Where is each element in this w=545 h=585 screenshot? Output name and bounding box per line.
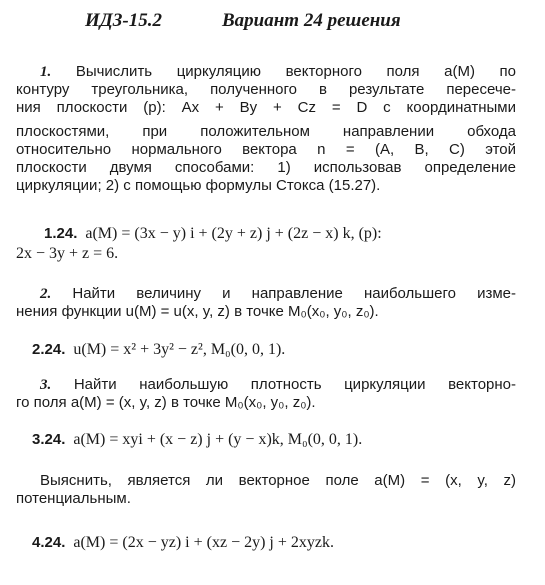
- task-1-line: плоскости двумя способами: 1) использовав определение: [16, 159, 516, 176]
- task-3-item-label: 3.24.: [32, 431, 66, 448]
- task-1: [16, 63, 516, 195]
- task-4-item: [16, 533, 516, 553]
- task-3-number: 3.: [40, 377, 52, 393]
- task-2-item-formula: u(M) = x² + 3y² − z², M₀(0, 0, 1).: [73, 341, 286, 358]
- task-1-line: циркуляции; 2) с помощью формулы Стокса (15.27).: [16, 177, 381, 194]
- task-4-item-formula: a(M) = (2x − yz) i + (xz − 2y) j + 2xyzk.: [73, 534, 334, 551]
- task-1-line: относительно нормального вектора n = (A, B, C) этой: [16, 141, 516, 158]
- task-3-line: го поля a(M) = (x, y, z) в точке M₀(x₀, y₀, z₀).: [16, 394, 316, 411]
- task-3-item-formula: a(M) = xyi + (x − z) j + (y − x)k, M₀(0, 0, 1).: [73, 431, 363, 448]
- task-2: [16, 285, 516, 321]
- task-1-item-line: [16, 224, 516, 244]
- task-2-line: нения функции u(M) = u(x, y, z) в точке M₀(x₀, y₀, z₀).: [16, 303, 379, 320]
- page-header: [0, 10, 545, 36]
- variant-title: Вариант 24 решения: [222, 10, 401, 31]
- task-4-line: потенциальным.: [16, 490, 131, 507]
- task-4: [16, 472, 516, 508]
- task-1-text: Вычислить циркуляцию векторного поля a(M) по: [75, 63, 516, 80]
- task-3-item: [16, 430, 516, 450]
- task-1-item-formula: a(M) = (3x − y) i + (2y + z) j + (2z − x) k, (p):: [85, 225, 382, 242]
- task-2-text: Найти величину и направление наибольшего изме-: [72, 285, 516, 302]
- task-4-line: Выяснить, является ли векторное поле a(M) = (x, y, z): [40, 472, 516, 489]
- task-2-item: [16, 340, 516, 360]
- task-1-line: контуру треугольника, полученного в результате пересече-: [16, 81, 516, 98]
- task-1-item-label: 1.24.: [44, 225, 78, 242]
- task-3: [16, 376, 516, 412]
- task-2-line: [16, 285, 516, 303]
- task-1-line: ния плоскости (p): Ax + By + Cz = D с координатными: [16, 99, 516, 116]
- task-1-line: [16, 63, 516, 81]
- assignment-code: ИДЗ-15.2: [85, 10, 163, 31]
- task-2-item-line: [16, 340, 516, 360]
- task-4-item-label: 4.24.: [32, 534, 66, 551]
- task-1-line: плоскостями, при положительном направлении обхода: [16, 123, 516, 140]
- task-3-text: Найти наибольшую плотность циркуляции векторно-: [73, 376, 516, 393]
- task-1-item-formula-cont: 2x − 3y + z = 6.: [16, 245, 119, 262]
- task-1-number: 1.: [40, 64, 52, 80]
- task-4-item-line: [16, 533, 516, 553]
- task-1-item: [16, 224, 516, 264]
- task-2-number: 2.: [40, 286, 52, 302]
- task-2-item-label: 2.24.: [32, 341, 66, 358]
- task-3-item-line: [16, 430, 516, 450]
- task-3-line: [16, 376, 516, 394]
